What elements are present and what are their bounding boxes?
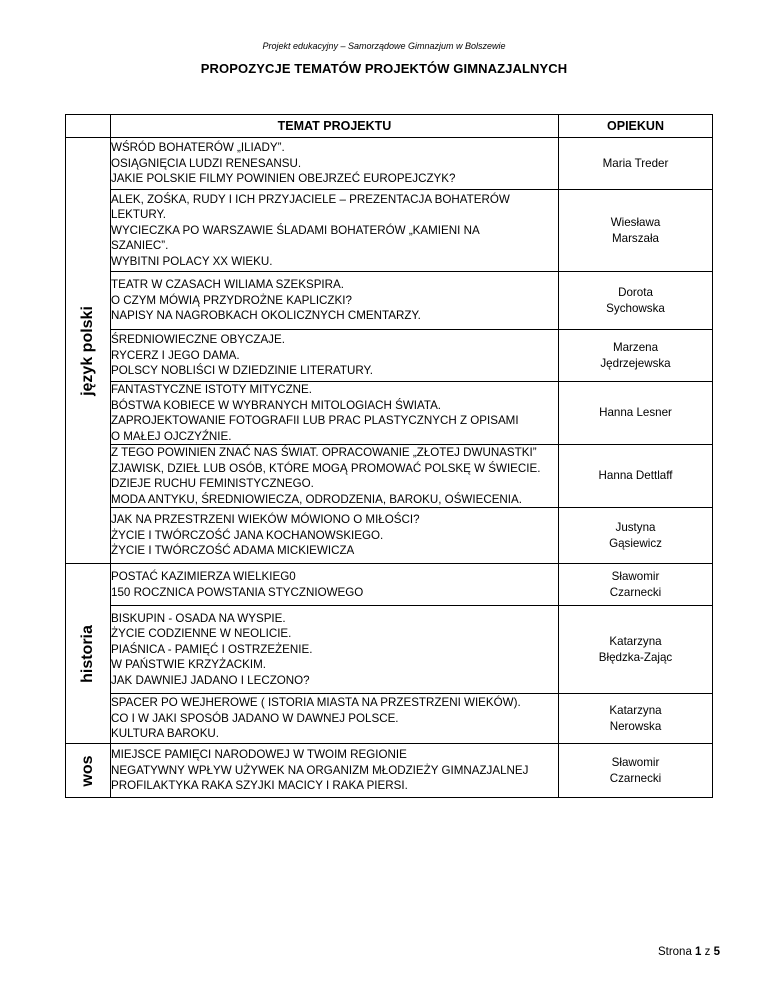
table-row [66, 508, 713, 564]
guardian-name: Nerowska [609, 719, 662, 733]
topic-cell [111, 138, 559, 190]
topic-line: ZJAWISK, DZIEŁ LUB OSÓB, KTÓRE MOGĄ PROMOWAĆ POLSKĘ W ŚWIECIE. [111, 461, 541, 475]
topic-cell [111, 694, 559, 744]
guardian-name: Wiesława [610, 216, 661, 229]
table-row [66, 190, 713, 272]
guardian-name: Sławomir [611, 570, 660, 583]
guardian-name: Czarnecki [609, 585, 662, 599]
guardian-name: Sławomir [611, 756, 660, 769]
projects-table [65, 114, 713, 798]
topic-line: RYCERZ I JEGO DAMA. [111, 348, 240, 362]
subject-cell [66, 744, 111, 798]
topic-line: BISKUPIN - OSADA NA WYSPIE. [111, 611, 286, 625]
topic-line: PIAŚNICA - PAMIĘĆ I OSTRZEŻENIE. [111, 642, 313, 656]
guardian-cell [559, 744, 713, 798]
topic-line: W PAŃSTWIE KRZYŻACKIM. [111, 658, 267, 672]
table-row [66, 744, 713, 798]
topic-cell [111, 330, 559, 382]
table-row [66, 272, 713, 330]
topic-line: WYCIECZKA PO WARSZAWIE ŚLADAMI BOHATERÓW „KAMIENI NA [111, 223, 480, 237]
guardian-cell [559, 190, 713, 272]
topic-line: JAK DAWNIEJ JADANO I LECZONO? [111, 673, 310, 687]
guardian-name: Sychowska [606, 301, 665, 315]
topic-line: ŻYCIE I TWÓRCZOŚĆ JANA KOCHANOWSKIEGO. [111, 528, 384, 542]
guardian-cell [559, 508, 713, 564]
guardian-cell [559, 564, 713, 606]
header-note: Projekt edukacyjny – Samorządowe Gimnazjum w Bolszewie [262, 41, 506, 51]
table-row [66, 445, 713, 508]
topic-column-header: TEMAT PROJEKTU [111, 115, 559, 138]
topic-cell [111, 382, 559, 445]
table-row [66, 138, 713, 190]
topic-line: ALEK, ZOŚKA, RUDY I ICH PRZYJACIELE – PREZENTACJA BOHATERÓW [111, 192, 510, 206]
topic-line: MIEJSCE PAMIĘCI NARODOWEJ W TWOIM REGIONIE [111, 748, 407, 762]
guardian-name: Justyna [615, 521, 656, 534]
topic-line: KULTURA BAROKU. [111, 727, 220, 741]
guardian-name: Marzena [612, 341, 659, 354]
guardian-name: Katarzyna [609, 704, 662, 717]
guardian-cell [559, 138, 713, 190]
table-row [66, 330, 713, 382]
topic-line: DZIEJE RUCHU FEMINISTYCZNEGO. [111, 477, 314, 490]
topic-line: WYBITNI POLACY XX WIEKU. [111, 254, 273, 268]
topic-line: O MAŁEJ OJCZYŹNIE. [111, 429, 232, 443]
topic-cell [111, 744, 559, 798]
topic-line: ZAPROJEKTOWANIE FOTOGRAFII LUB PRAC PLASTYCZNYCH Z OPISAMI [111, 414, 519, 427]
guardian-column-header: OPIEKUN [559, 115, 713, 138]
guardian-name: Dorota [618, 286, 653, 299]
topic-line: PROFILAKTYKA RAKA SZYJKI MACICY I RAKA PIERSI. [111, 779, 408, 793]
guardian-cell [559, 330, 713, 382]
subject-label: wos [79, 754, 96, 787]
guardian-name: Maria Treder [602, 156, 669, 170]
topic-line: POSTAĆ KAZIMIERZA WIELKIEG0 [111, 570, 296, 583]
guardian-name: Gąsiewicz [609, 536, 662, 550]
topic-cell [111, 606, 559, 694]
page-number-prefix: Strona [657, 946, 696, 958]
table-row [66, 694, 713, 744]
topic-cell [111, 445, 559, 508]
topic-line: ŻYCIE I TWÓRCZOŚĆ ADAMA MICKIEWICZA [111, 544, 355, 558]
topic-line: ŻYCIE CODZIENNE W NEOLICIE. [111, 627, 292, 641]
guardian-name: Marszała [611, 231, 660, 245]
table-row [66, 606, 713, 694]
page-number [658, 946, 720, 958]
topic-line: SZANIEC”. [111, 239, 169, 253]
topic-line: POLSCY NOBLIŚCI W DZIEDZINIE LITERATURY. [111, 364, 373, 378]
topic-line: CO I W JAKI SPOSÓB JADANO W DAWNEJ POLSCE. [111, 711, 399, 725]
page-number-current: 1 [695, 946, 702, 958]
subject-label: historia [79, 624, 96, 683]
guardian-cell [559, 272, 713, 330]
guardian-name: Błędzka-Zając [598, 650, 673, 664]
topic-line: JAK NA PRZESTRZENI WIEKÓW MÓWIONO O MIŁOŚCI? [111, 513, 420, 527]
topic-cell [111, 564, 559, 606]
topic-line: BÓSTWA KOBIECE W WYBRANYCH MITOLOGIACH ŚWIATA. [111, 398, 442, 412]
topic-line: NEGATYWNY WPŁYW UŻYWEK NA ORGANIZM MŁODZIEŻY GIMNAZJALNEJ [111, 763, 529, 777]
table-row [66, 564, 713, 606]
topic-line: 150 ROCZNICA POWSTANIA STYCZNIOWEGO [111, 585, 364, 599]
guardian-name: Hanna Dettlaff [598, 469, 673, 483]
topic-line: TEATR W CZASACH WILIAMA SZEKSPIRA. [111, 278, 344, 292]
guardian-name: Katarzyna [609, 635, 662, 648]
topic-line: O CZYM MÓWIĄ PRZYDROŻNE KAPLICZKI? [111, 293, 352, 307]
topic-line: NAPISY NA NAGROBKACH OKOLICZNYCH CMENTARZY. [111, 309, 421, 323]
topic-line: MODA ANTYKU, ŚREDNIOWIECZA, ODRODZENIA, BAROKU, OŚWIECENIA. [111, 492, 522, 506]
topic-cell [111, 508, 559, 564]
topic-cell [111, 190, 559, 272]
topic-line: OSIĄGNIĘCIA LUDZI RENESANSU. [111, 156, 302, 170]
topic-cell [111, 272, 559, 330]
topic-line: ŚREDNIOWIECZNE OBYCZAJE. [111, 333, 285, 347]
guardian-cell [559, 445, 713, 508]
topic-line: LEKTURY. [111, 208, 166, 222]
topic-line: SPACER PO WEJHEROWE ( ISTORIA MIASTA NA PRZESTRZENI WIEKÓW). [111, 696, 521, 710]
subject-cell [66, 138, 111, 564]
page-title: PROPOZYCJE TEMATÓW PROJEKTÓW GIMNAZJALNYCH [200, 61, 568, 76]
page-number-total: 5 [713, 946, 720, 958]
table-row [66, 382, 713, 445]
subject-label: język polski [79, 305, 96, 396]
guardian-cell [559, 694, 713, 744]
guardian-name: Czarnecki [609, 771, 662, 785]
subject-column-header [66, 115, 111, 138]
topic-line: WŚRÓD BOHATERÓW „ILIADY”. [111, 141, 285, 155]
topic-line: JAKIE POLSKIE FILMY POWINIEN OBEJRZEĆ EUROPEJCZYK? [111, 172, 456, 186]
guardian-cell [559, 606, 713, 694]
guardian-name: Hanna Lesner [599, 406, 672, 420]
guardian-name: Jędrzejewska [600, 356, 671, 370]
topic-line: Z TEGO POWINIEN ZNAĆ NAS ŚWIAT. OPRACOWANIE „ZŁOTEJ DWUNASTKI” [111, 446, 537, 459]
subject-cell [66, 564, 111, 744]
page-number-separator: z [701, 946, 714, 958]
guardian-cell [559, 382, 713, 445]
topic-line: FANTASTYCZNE ISTOTY MITYCZNE. [111, 383, 312, 396]
